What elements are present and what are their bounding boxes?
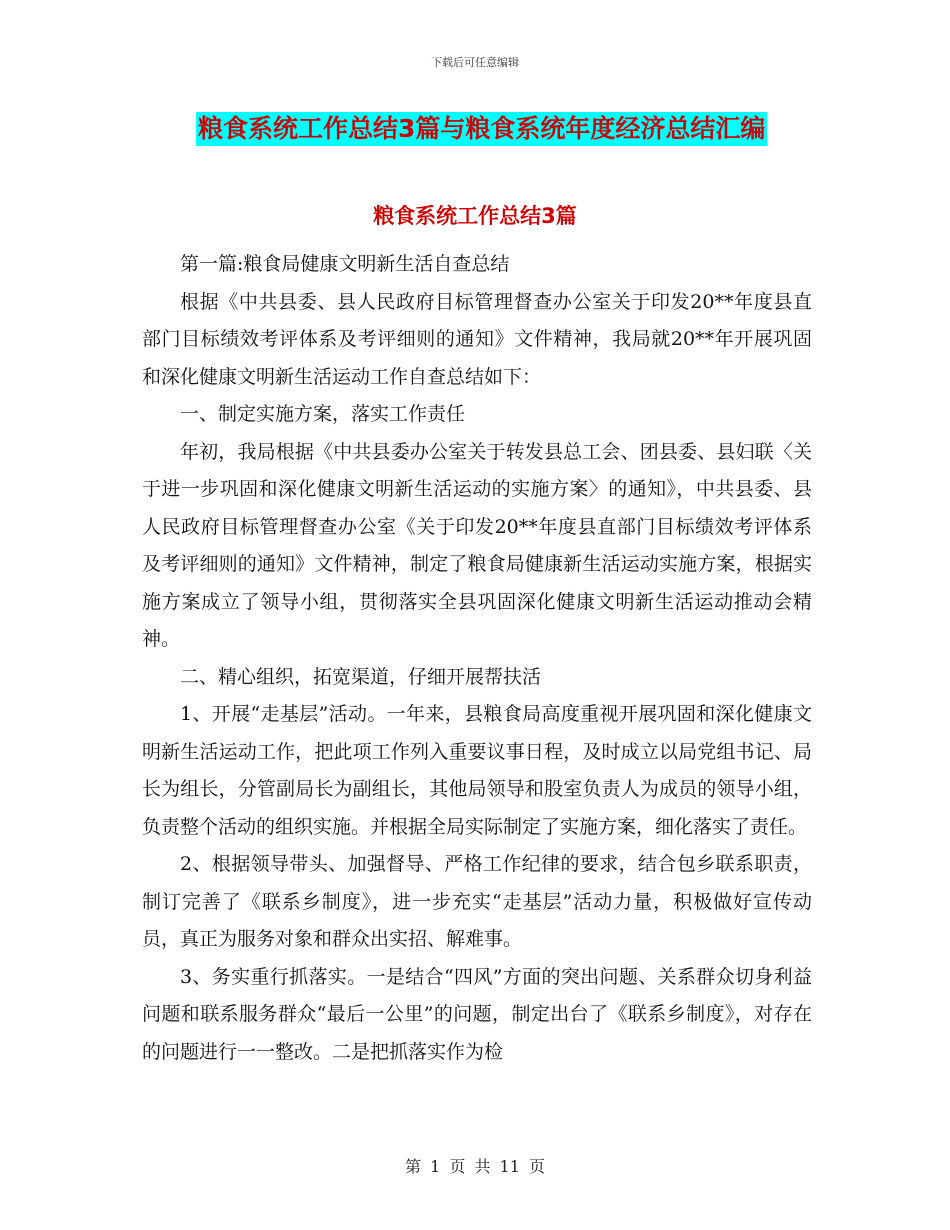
document-main-title: 粮食系统工作总结3篇与粮食系统年度经济总结汇编 bbox=[196, 112, 767, 146]
section-heading: 一、制定实施方案，落实工作责任 bbox=[180, 403, 466, 425]
section-heading: 二、精心组织，拓宽渠道，仔细开展帮扶活 bbox=[180, 665, 542, 688]
header-note: 下载后可任意编辑 bbox=[431, 56, 519, 69]
body-paragraph: 3、务实重行抓落实。一是结合“四风”方面的突出问题、关系群众切身利益问题和联系服务群众“最后一公里”的问题，制定出台了《联系乡制度》，对存在的问题进行一一整改。二是把抓落实作为检 bbox=[142, 965, 812, 1063]
document-sub-title: 粮食系统工作总结3篇 bbox=[373, 204, 577, 228]
document-body bbox=[142, 246, 812, 1071]
body-paragraph: 2、根据领导带头、加强督导、严格工作纪律的要求，结合包乡联系职责，制订完善了《联系乡制度》，进一步充实“走基层”活动力量，积极做好宣传动员，真正为服务对象和群众出实招、解难事。 bbox=[142, 853, 812, 950]
section-heading: 第一篇:粮食局健康文明新生活自查总结 bbox=[180, 253, 510, 275]
body-paragraph: 1、开展“走基层”活动。一年来，县粮食局高度重视开展巩固和深化健康文明新生活运动工作，把此项工作列入重要议事日程，及时成立以局党组书记、局长为组长，分管副局长为副组长，其他局领导和股室负责人为成员的领导小组，负责整个活动的组织实施。并根据全局实际制定了实施方案，细化落实了责任。 bbox=[142, 703, 812, 838]
body-paragraph: 年初，我局根据《中共县委办公室关于转发县总工会、团县委、县妇联〈关于进一步巩固和深化健康文明新生活运动的实施方案〉的通知》，中共县委、县人民政府目标管理督查办公室《关于印发20**年度县直部门目标绩效考评体系及考评细则的通知》文件精神，制定了粮食局健康新生活运动实施方案，根据实施方案成立了领导小组，贯彻落实全县巩固深化健康文明新生活运动推动会精神。 bbox=[142, 440, 812, 650]
body-paragraph: 根据《中共县委、县人民政府目标管理督查办公室关于印发20**年度县直部门目标绩效考评体系及考评细则的通知》文件精神，我局就20**年开展巩固和深化健康文明新生活运动工作自查总结如下： bbox=[142, 290, 812, 388]
page-number: 第 1 页 共 11 页 bbox=[405, 1157, 545, 1176]
